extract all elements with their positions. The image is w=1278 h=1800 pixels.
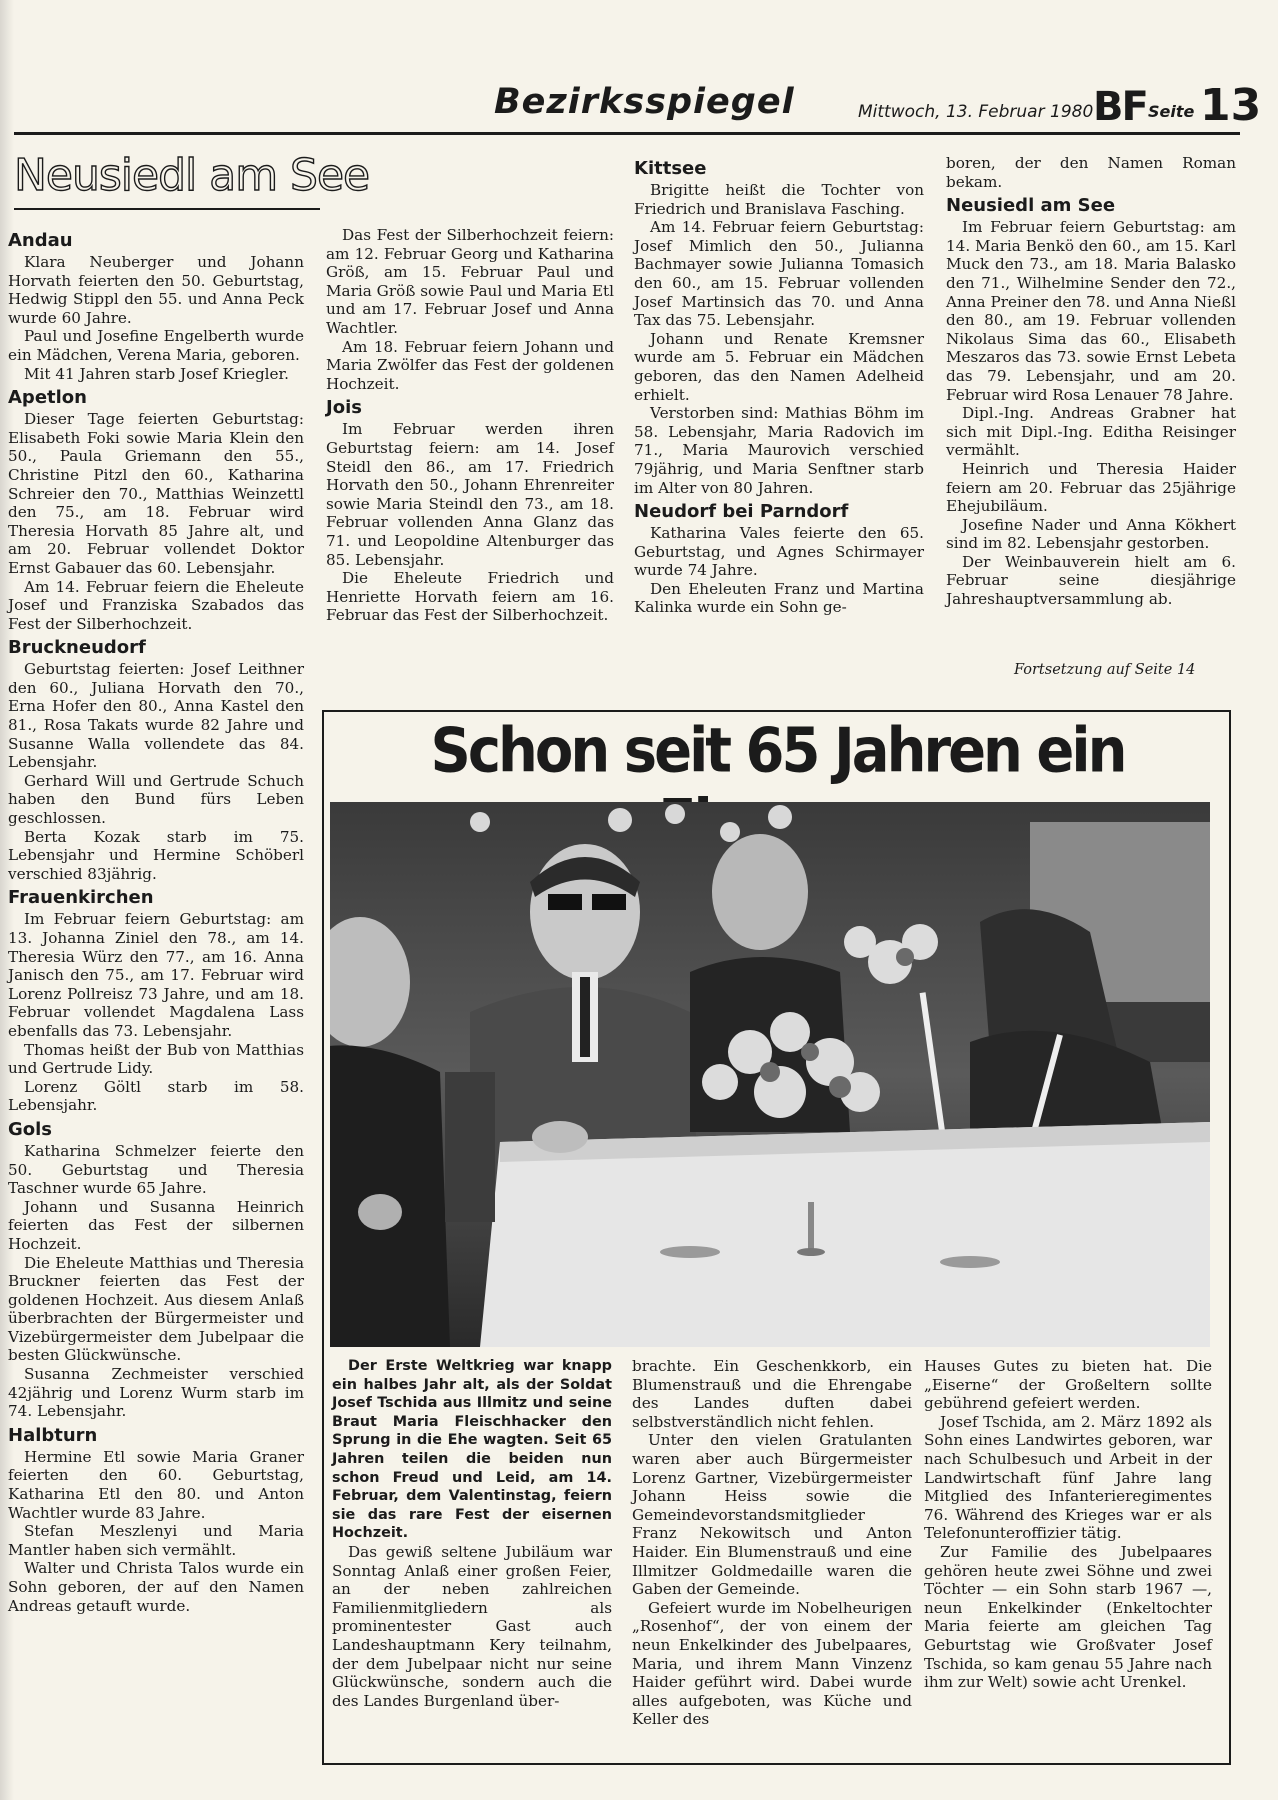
paragraph: Brigitte heißt die Tochter von Friedrich und Branislava Fasching. — [634, 181, 924, 218]
paragraph: Josefine Nader und Anna Kökhert sind im 82. Lebensjahr gestorben. — [946, 515, 1236, 553]
feature-column-2 — [632, 1357, 912, 1729]
paragraph: Klara Neuberger und Johann Horvath feierten den 50. Geburtstag, Hedwig Stippl den 55. und Anna Peck wurde 60 Jahre. — [8, 253, 304, 327]
paragraph: Gefeiert wurde im Nobelheurigen „Rosenhof“, der von einem der neun Enkelkinder des Jubelpaares, Maria, und ihrem Mann Vinzenz Haider geführt wird. Dabei wurde alles aufgeboten, was Küche und Keller des — [632, 1598, 912, 1729]
locality-heading: Gols — [8, 1118, 53, 1140]
news-column-3 — [634, 154, 924, 617]
paragraph: Verstorben sind: Mathias Böhm im 58. Lebensjahr, Maria Radovich im 71., Maria Maurovich verschied 79jährig, und Maria Senftner starb im Alter von 80 Jahren. — [634, 404, 924, 497]
paragraph: Lorenz Göltl starb im 58. Lebensjahr. — [8, 1077, 304, 1115]
locality-heading: Frauenkirchen — [8, 887, 154, 909]
newspaper-logo: BF — [1093, 84, 1147, 130]
paragraph: Katharina Vales feierte den 65. Geburtstag, und Agnes Schirmayer wurde 74 Jahre. — [634, 524, 924, 580]
locality-heading: Andau — [8, 230, 73, 251]
paragraph: Das Fest der Silberhochzeit feiern: am 12. Februar Georg und Katharina Größ, am 15. Februar Paul und Maria Größ sowie Paul und Maria Etl und am 17. Februar Josef und Anna Wachtler. — [326, 226, 614, 337]
locality-heading: Bruckneudorf — [8, 637, 146, 659]
paragraph: Zur Familie des Jubelpaares gehören heute zwei Söhne und zwei Töchter — ein Sohn starb 1967 —, neun Enkelkinder (Enkeltochter Maria feierte am gleichen Tag Geburtstag wie Großvater Josef Tschida, so kam genau 55 Jahre nach ihm zur Welt) sowie acht Urenkel. — [924, 1542, 1212, 1692]
paragraph: Geburtstag feierten: Josef Leithner den 60., Juliana Horvath den 70., Erna Hofer den 80., Anna Kastel den 81., Rosa Takats wurde 82 Jahre und Susanne Walla vollendete das 84. Lebensjahr. — [8, 660, 304, 772]
paragraph: Johann und Renate Kremsner wurde am 5. Februar ein Mädchen geboren, das den Namen Adelheid erhielt. — [634, 329, 924, 404]
section-name: Bezirksspiegel — [494, 82, 795, 122]
paragraph: Berta Kozak starb im 75. Lebensjahr und Hermine Schöberl verschied 83jährig. — [8, 827, 304, 883]
news-column-2 — [326, 226, 614, 625]
news-column-4 — [946, 154, 1236, 609]
paragraph: Paul und Josefine Engelberth wurde ein Mädchen, Verena Maria, geboren. — [8, 327, 304, 364]
paragraph: Am 14. Februar feiern die Eheleute Josef und Franziska Szabados das Fest der Silberhochzeit. — [8, 577, 304, 633]
paragraph: Stefan Meszlenyi und Maria Mantler haben sich vermählt. — [8, 1522, 304, 1559]
lead-paragraph: Der Erste Weltkrieg war knapp ein halbes Jahr alt, als der Soldat Josef Tschida aus Illmitz und seine Braut Maria Fleischhacker den Sprung in die Ehe wagten. Seit 65 Jahren teilen die beiden nun schon Freud und Leid, am 14. Februar, dem Valentinstag, feiern sie das rare Fest der eisernen Hochzeit. — [332, 1358, 612, 1542]
paragraph: Die Eheleute Matthias und Theresia Bruckner feierten das Fest der goldenen Hochzeit. Aus diesem Anlaß überbrachten der Bürgermeister und Vizebürgermeister dem Jubelpaar die besten Glückwünsche. — [8, 1253, 304, 1365]
paragraph: Am 18. Februar feiern Johann und Maria Zwölfer das Fest der goldenen Hochzeit. — [326, 337, 614, 393]
paragraph: Der Weinbauverein hielt am 6. Februar seine diesjährige Jahreshauptversammlung ab. — [946, 552, 1236, 609]
locality-heading: Neudorf bei Parndorf — [634, 501, 849, 523]
anniversary-photo — [330, 802, 1210, 1347]
paragraph: Walter und Christa Talos wurde ein Sohn geboren, der auf den Namen Andreas getauft wurde. — [8, 1559, 304, 1615]
locality-heading: Jois — [326, 397, 362, 419]
paragraph: Die Eheleute Friedrich und Henriette Horvath feiern am 16. Februar das Fest der Silberhochzeit. — [326, 569, 614, 625]
region-rule — [14, 208, 320, 210]
locality-heading: Neusiedl am See — [946, 195, 1116, 217]
locality-heading: Kittsee — [634, 158, 707, 179]
paragraph: Dieser Tage feierten Geburtstag: Elisabeth Foki sowie Maria Klein den 50., Paula Griemann den 55., Christine Pitzl den 60., Katharina Schreier den 70., Matthias Weinzettl den 75., am 18. Februar wird Theresia Horvath 85 Jahre alt, und am 20. Februar vollendet Doktor Ernst Gabauer das 60. Lebensjahr. — [8, 410, 304, 577]
page-number: 13 — [1200, 80, 1262, 131]
paragraph: Thomas heißt der Bub von Matthias und Gertrude Lidy. — [8, 1040, 304, 1078]
paragraph: Hauses Gutes zu bieten hat. Die „Eiserne“ der Großeltern sollte gebührend gefeiert werden. — [924, 1357, 1212, 1413]
continued-note: Fortsetzung auf Seite 14 — [1014, 662, 1196, 678]
paragraph: Im Februar werden ihren Geburtstag feiern: am 14. Josef Steidl den 86., am 17. Friedrich Horvath den 50., Johann Ehrenreiter sowie Maria Steindl den 73., am 18. Februar vollenden Anna Glanz das 71. und Leopoldine Altenburger das 85. Lebensjahr. — [326, 420, 614, 569]
page-label: Seite — [1148, 102, 1195, 121]
paragraph: Im Februar feiern Geburtstag: am 13. Johanna Ziniel den 78., am 14. Theresia Würz den 77., am 16. Anna Janisch den 75., am 17. Februar wird Lorenz Pollreisz 73 Jahre, und am 18. Februar vollendet Magdalena Lass ebenfalls das 73. Lebensjahr. — [8, 910, 304, 1040]
paragraph: Johann und Susanna Heinrich feierten das Fest der silbernen Hochzeit. — [8, 1197, 304, 1253]
paragraph: Im Februar feiern Geburtstag: am 14. Maria Benkö den 60., am 15. Karl Muck den 73., am 18. Maria Balasko den 71., Wilhelmine Sender den 72., Anna Preiner den 78. und Anna Nießl den 80., am 19. Februar vollenden Nikolaus Sima das 60., Elisabeth Meszaros das 73. sowie Ernst Lebeta das 79. Lebensjahr, und am 20. Februar wird Rosa Lenauer 78 Jahre. — [946, 218, 1236, 404]
locality-heading: Apetlon — [8, 387, 87, 409]
feature-column-3 — [924, 1357, 1212, 1692]
issue-date: Mittwoch, 13. Februar 1980 — [858, 102, 1094, 122]
paragraph: Katharina Schmelzer feierte den 50. Geburtstag und Theresia Taschner wurde 65 Jahre. — [8, 1141, 304, 1198]
paragraph: Josef Tschida, am 2. März 1892 als Sohn eines Landwirtes geboren, war nach Schulbesuch und Arbeit in der Landwirtschaft fünf Jahre lang Mitglied des Infanterieregimentes 76. Während des Krieges war er als Telefonunteroffizier tätig. — [924, 1412, 1212, 1543]
feature-column-1 — [332, 1357, 612, 1710]
paragraph: Dipl.-Ing. Andreas Grabner hat sich mit Dipl.-Ing. Editha Reisinger vermählt. — [946, 404, 1236, 460]
paragraph: Unter den vielen Gratulanten waren aber auch Bürgermeister Lorenz Gartner, Vizebürgermeister Johann Heiss sowie die Gemeindevorstandsmitglieder Franz Nekowitsch und Anton Haider. Ein Blumenstrauß und eine Illmitzer Goldmedaille waren die Gaben der Gemeinde. — [632, 1431, 912, 1599]
paragraph: Gerhard Will und Gertrude Schuch haben den Bund fürs Leben geschlossen. — [8, 771, 304, 828]
paragraph: brachte. Ein Geschenkkorb, ein Blumenstrauß und die Ehrengabe des Landes duften dabei selbstverständlich nicht fehlen. — [632, 1357, 912, 1431]
paragraph: Den Eheleuten Franz und Martina Kalinka wurde ein Sohn ge- — [634, 579, 924, 617]
region-title: Neusiedl am See — [14, 150, 370, 201]
paragraph: Das gewiß seltene Jubiläum war Sonntag Anlaß einer großen Feier, an der neben zahlreichen Familienmitgliedern als prominentester Gast auch Landeshauptmann Kery teilnahm, der dem Jubelpaar nicht nur seine Glückwünsche, sondern auch die des Landes Burgenland über- — [332, 1542, 612, 1710]
paragraph: Mit 41 Jahren starb Josef Kriegler. — [24, 364, 289, 383]
paragraph: Susanna Zechmeister verschied 42jährig und Lorenz Wurm starb im 74. Lebensjahr. — [8, 1365, 304, 1421]
paragraph: boren, der den Namen Roman bekam. — [946, 154, 1236, 191]
feature-headline: Schon seit 65 Jahren ein — [430, 715, 1125, 787]
paragraph: Hermine Etl sowie Maria Graner feierten den 60. Geburtstag, Katharina Etl den 80. und Anton Wachtler wurde 83 Jahre. — [8, 1447, 304, 1522]
paragraph: Heinrich und Theresia Haider feiern am 20. Februar das 25jährige Ehejubiläum. — [946, 459, 1236, 516]
header-rule — [14, 132, 1240, 135]
paragraph: Am 14. Februar feiern Geburtstag: Josef Mimlich den 50., Julianna Bachmayer sowie Julianna Tomasich den 60., am 15. Februar vollenden Josef Martinsich das 70. und Anna Tax das 75. Lebensjahr. — [634, 218, 924, 330]
news-column-1 — [8, 226, 304, 1615]
locality-heading: Halbturn — [8, 1424, 98, 1446]
